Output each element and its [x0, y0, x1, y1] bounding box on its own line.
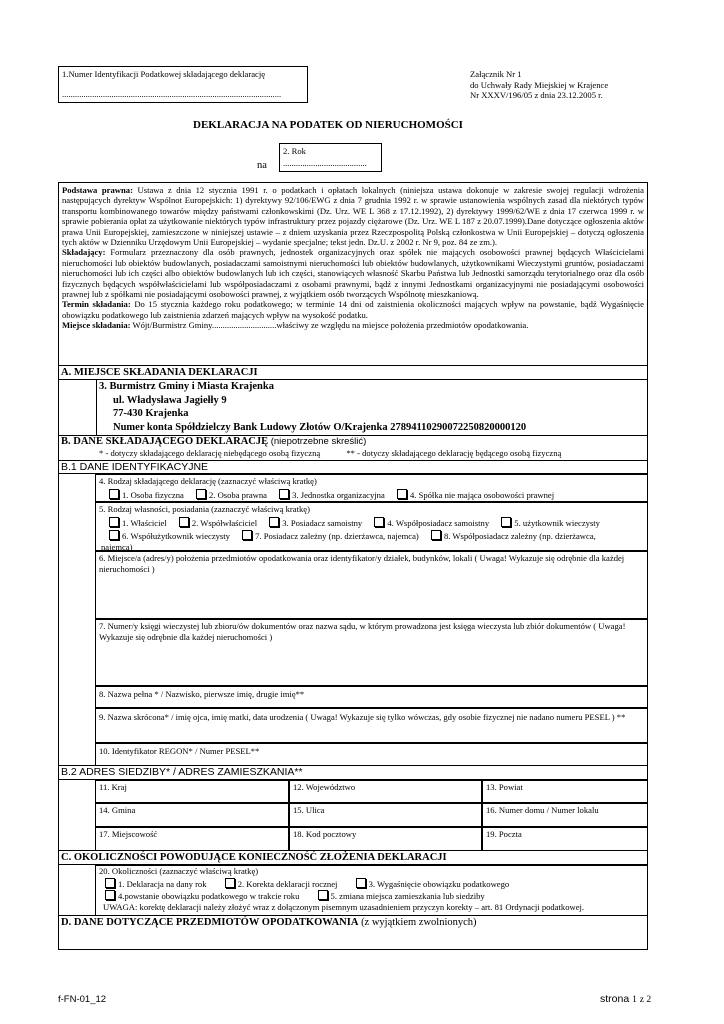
legal-filer — [62, 247, 644, 299]
option-label: 6. Współużytkownik wieczysty — [122, 531, 230, 542]
section-b-note-right: ** - dotyczy składającego deklarację będącego osobą fizyczną — [346, 448, 562, 458]
checkbox-icon[interactable] — [109, 530, 119, 540]
annex-line3: Nr XXXV/196/05 z dnia 23.12.2005 r. — [470, 90, 603, 101]
field-gmina[interactable] — [95, 803, 289, 827]
checkbox-icon[interactable] — [279, 489, 289, 499]
field-9-label: 9. Nazwa skrócona* / imię ojca, imię matki, data urodzenia ( Uwaga! Wykazuje się tylko wówczas, gdy osobie fizycznej nie nadano numeru PESEL ) ** — [99, 712, 626, 722]
section-a-title: A. MIEJSCE SKŁADANIA DEKLARACJI — [58, 366, 648, 380]
section-c-title: C. OKOLICZNOŚCI POWODUJĄCE KONIECZNOŚĆ ZŁOŻENIA DEKLARACJI — [58, 851, 648, 865]
page-total: z 2 — [639, 995, 652, 1005]
legal-basis-label: Podstawa prawna: — [62, 185, 133, 195]
section-b-title-note: (niepotrzebne skreślić) — [270, 436, 367, 447]
field-4 — [95, 474, 648, 502]
option-powstanie-obowiazku[interactable] — [103, 891, 299, 901]
field-miejscowosc[interactable] — [95, 827, 289, 851]
option-wspolwlasciciel[interactable] — [177, 518, 257, 528]
field-wojewodztwo-label: 12. Województwo — [293, 782, 356, 792]
option-wspoluzytkownik[interactable] — [107, 531, 230, 541]
field-4-label: 4. Rodzaj składającego deklarację (zaznaczyć właściwą kratkę) — [99, 476, 317, 486]
option-label: 2. Osoba prawna — [208, 489, 267, 500]
year-dots: ....................................... — [283, 158, 367, 168]
checkbox-icon[interactable] — [225, 878, 235, 888]
field-5-row2 — [99, 530, 644, 542]
option-osoba-prawna[interactable] — [194, 490, 267, 500]
option-label: 3. Jednostka organizacyjna — [292, 489, 385, 500]
option-label: 2. Korekta deklaracji rocznej — [237, 878, 338, 889]
field-poczta[interactable] — [482, 827, 648, 851]
field-numer-domu-label: 16. Numer domu / Numer lokalu — [486, 805, 599, 815]
field-powiat[interactable] — [482, 780, 648, 803]
field-numer-domu[interactable] — [482, 803, 648, 827]
field-kod-pocztowy-label: 18. Kod pocztowy — [293, 829, 357, 839]
checkbox-icon[interactable] — [356, 878, 366, 888]
field-6[interactable] — [95, 551, 648, 619]
page-number: 1 — [632, 995, 637, 1005]
option-wspolposiadacz-samoistny[interactable] — [372, 518, 489, 528]
checkbox-icon[interactable] — [397, 489, 407, 499]
option-posiadacz-samoistny[interactable] — [267, 518, 362, 528]
field-5-label: 5. Rodzaj własności, posiadania (zaznaczyć właściwą kratkę) — [99, 504, 310, 514]
option-label: 7. Posiadacz zależny (np. dzierżawca, najemca) — [255, 531, 419, 542]
option-wspolposiadacz-zalezny[interactable] — [429, 531, 596, 541]
legal-filer-text: Formularz przeznaczony dla osób prawnych, jednostek organizacyjnych oraz spółek nie mających osobowości prawnej będących Właścicielami nieruchomości lub obiektów budowlanych, posiadaczami samoistnymi nieruchomości lub obiektów budowlanych, użytkownikami Wieczystymi gruntów, posiadaczami nieruchomości lub ich części albo obiektów budowlanych lub ich części, stanowiących własność Skarbu Państwa lub Jednostki samorządu terytorialnego oraz dla osób fizycznych będących współwłaścicielami lub współposiadaczami z osobami prawnymi, bądź z innymi Jednostkami organizacyjnymi nie posiadającymi osobowości prawnej lub z spółkami nie posiadającymi osobowości prawnej, z wyjątkiem osób tworzących Wspólnotę mieszkaniową. — [62, 247, 644, 300]
option-uzytkownik-wieczysty[interactable] — [499, 518, 600, 528]
field-20-label: 20. Okoliczności (zaznaczyć właściwą kratkę) — [99, 866, 259, 876]
section-d-title: D. DANE DOTYCZĄCE PRZEDMIOTÓW OPODATKOWANIA — [61, 917, 359, 928]
option-zmiana-miejsca[interactable] — [316, 891, 485, 901]
field-20-note: UWAGA: korektę deklaracji należy złożyć wraz z dołączonym pisemnym uzasadnieniem przyczyn korekty – art. 81 Ordynacji podatkowej. — [103, 901, 585, 912]
field-ulica[interactable] — [289, 803, 482, 827]
legal-place — [62, 320, 644, 330]
legal-basis-text: Ustawa z dnia 12 stycznia 1991 r. o podatkach i opłatach lokalnych (niniejsza ustawa dokonuje w zakresie swojej regulacji wdrożenia następujących dyrektyw Wspólnot Europejskich: 1) dyrektywy 92/106/EWG z dnia 7 grudnia 1992 r. w sprawie ustanowienia wspólnych zasad dla niektórych typów transportu kombinowanego towarów między państwami członkowskimi (Dz. Urz. WE L 368 z 17.12.1992), 2) dyrektywy 1999/62/WE z dnia 17 czerwca 1999 r. w sprawie pobierania opłat za użytkowanie niektórych typów infrastruktury przez pojazdy ciężarowe (Dz. Urz. WE L 187 z 20.07.1999).Dane dotyczące ogłoszenia aktów prawa Unii Europejskiej, zamieszczone w niniejszej ustawie – z dniem uzyskania przez Rzeczpospolitą Polską członkostwa w Unii Europejskiej – dotyczą ogłoszenia tych aktów w Dzienniku Urzędowym Unii Europejskiej – wydanie specjalne; tekst jedn. Dz.U. z 2002 r. Nr 9, poz. 84 ze zm.). — [62, 185, 644, 248]
option-label: 5. użytkownik wieczysty — [514, 517, 600, 528]
field-kraj[interactable] — [95, 780, 289, 803]
checkbox-icon[interactable] — [318, 890, 328, 900]
option-label: 5. zmiana miejsca zamieszkania lub siedziby — [330, 891, 485, 902]
field-wojewodztwo[interactable] — [289, 780, 482, 803]
annex-block — [470, 69, 608, 101]
annex-line1: Załącznik Nr 1 — [470, 69, 522, 79]
legal-place-text: Wójt/Burmistrz Gminy..............................właściwy ze względu na miejsce położenia przedmiotów opodatkowania. — [132, 320, 529, 331]
checkbox-icon[interactable] — [431, 530, 441, 540]
option-label: 1. Osoba fizyczna — [122, 489, 184, 500]
checkbox-icon[interactable] — [501, 517, 511, 527]
checkbox-icon[interactable] — [269, 517, 279, 527]
checkbox-icon[interactable] — [109, 517, 119, 527]
field-9[interactable] — [95, 708, 648, 743]
checkbox-icon[interactable] — [105, 890, 115, 900]
section-d-title-note: (z wyjątkiem zwolnionych) — [361, 917, 477, 928]
section-a-body — [58, 380, 648, 436]
section-a-divider — [96, 380, 97, 435]
field-20-row2 — [99, 890, 644, 902]
form-code: f-FN-01_12 — [58, 994, 107, 1005]
section-b-title: B. DANE SKŁADAJĄCEGO DEKLARACJĘ — [61, 436, 269, 447]
option-label: 8. Współposiadacz zależny (np. dzierżawca, — [443, 531, 596, 542]
field-4-options — [99, 489, 644, 501]
section-b-note-left: * - dotyczy składającego deklarację niebędącego osobą fizyczną — [99, 448, 321, 458]
option-korekta[interactable] — [223, 879, 338, 889]
checkbox-icon[interactable] — [105, 878, 115, 888]
field-6-label: 6. Miejsce/a (adres/y) położenia przedmiotów opodatkowania oraz identyfikator/y działek, budynków, lokali ( Uwaga! Wykazuje się odrębnie dla każdej nieruchomości ) — [99, 553, 625, 574]
authority-street: ul. Władysława Jagiełły 9 — [113, 394, 227, 406]
field-5-row1 — [99, 517, 644, 529]
checkbox-icon[interactable] — [374, 517, 384, 527]
field-7-label: 7. Numer/y księgi wieczystej lub zbioru/ów dokumentów oraz nazwa sądu, w którym prowadzona jest księga wieczysta lub zbiór dokumentów ( Uwaga! Wykazuje się odrębnie dla każdej nieruchomości ) — [99, 621, 626, 642]
field-gmina-label: 14. Gmina — [99, 805, 136, 815]
option-posiadacz-zalezny[interactable] — [240, 531, 419, 541]
field-kraj-label: 11. Kraj — [99, 782, 127, 792]
section-b-header — [58, 436, 648, 461]
option-label: 4. Współposiadacz samoistny — [387, 517, 490, 528]
option-osoba-fizyczna[interactable] — [107, 490, 184, 500]
field-5 — [95, 502, 648, 551]
field-miejscowosc-label: 17. Miejscowość — [99, 829, 158, 839]
authority-city: 77-430 Krajenka — [113, 408, 189, 419]
legal-deadline-text: Do 15 stycznia każdego roku podatkowego; w terminie 14 dni od zaistnienia okoliczności mających wpływ na powstanie, bądź Wygaśnięcie obowiązku podatkowego lub zaistnienia zdarzeń mających wpływ na wysokość podatku. — [62, 299, 644, 320]
legal-deadline-label: Termin składania: — [62, 299, 131, 310]
nip-label: 1.Numer Identyfikacji Podatkowej składającego deklarację — [62, 69, 266, 79]
bank-account: Numer konta Spółdzielczy Bank Ludowy Złotów O/Krajenka 27894110290072250820000120 — [113, 421, 527, 433]
field-20-row1 — [99, 878, 644, 890]
checkbox-icon[interactable] — [196, 489, 206, 499]
option-spolka[interactable] — [395, 490, 554, 500]
option-label: 3. Posiadacz samoistny — [282, 517, 363, 528]
option-label: 1. Właściciel — [122, 517, 167, 528]
option-wlasciciel[interactable] — [107, 518, 167, 528]
option-label: 3. Wygaśnięcie obowiązku podatkowego — [368, 878, 510, 889]
field-powiat-label: 13. Powiat — [486, 782, 523, 792]
field-8[interactable] — [95, 686, 648, 708]
option-deklaracja-roczna[interactable] — [103, 879, 207, 889]
legal-filer-label: Składający: — [62, 247, 106, 258]
field-5-row3: najemca) — [101, 541, 133, 552]
legal-block — [58, 182, 648, 366]
option-label: 4. Spółka nie mająca osobowości prawnej — [409, 489, 555, 500]
field-10[interactable] — [95, 743, 648, 766]
legal-basis — [62, 185, 644, 247]
authority-name: 3. Burmistrz Gminy i Miasta Krajenka — [99, 381, 274, 392]
option-label: 2. Współwłaściciel — [191, 517, 258, 528]
field-poczta-label: 19. Poczta — [486, 829, 522, 839]
field-kod-pocztowy[interactable] — [289, 827, 482, 851]
checkbox-icon[interactable] — [179, 517, 189, 527]
document-title: DEKLARACJA NA PODATEK OD NIERUCHOMOŚCI — [193, 119, 463, 131]
section-b2-title: B.2 ADRES SIEDZIBY* / ADRES ZAMIESZKANIA** — [58, 766, 648, 780]
section-a-address — [99, 380, 526, 434]
option-label: 1. Deklaracja na dany rok — [118, 878, 207, 889]
field-20 — [95, 865, 648, 916]
field-ulica-label: 15. Ulica — [293, 805, 325, 815]
nip-dots: ...................................................................................................... — [62, 89, 282, 99]
page-indicator — [600, 993, 651, 1005]
section-b1-title: B.1 DANE IDENTYFIKACYJNE — [58, 461, 648, 474]
legal-place-label: Miejsce składania: — [62, 320, 131, 331]
year-box[interactable] — [279, 143, 382, 172]
legal-deadline — [62, 299, 644, 320]
nip-box[interactable] — [58, 66, 308, 103]
annex-line2: do Uchwały Rady Miejskiej w Krajence — [470, 79, 609, 90]
checkbox-icon[interactable] — [109, 489, 119, 499]
option-label: 4.powstanie obowiązku podatkowego w trakcie roku — [118, 891, 300, 902]
year-label: 2. Rok — [283, 146, 306, 156]
field-10-label: 10. Identyfikator REGON* / Numer PESEL** — [99, 746, 260, 756]
checkbox-icon[interactable] — [242, 530, 252, 540]
option-wygasniecie[interactable] — [354, 879, 510, 889]
option-jednostka-organizacyjna[interactable] — [277, 490, 385, 500]
section-d — [58, 916, 648, 950]
year-na: na — [257, 160, 267, 171]
field-7[interactable] — [95, 619, 648, 686]
page-word: strona — [600, 993, 630, 1005]
field-8-label: 8. Nazwa pełna * / Nazwisko, pierwsze imię, drugie imię** — [99, 689, 305, 699]
